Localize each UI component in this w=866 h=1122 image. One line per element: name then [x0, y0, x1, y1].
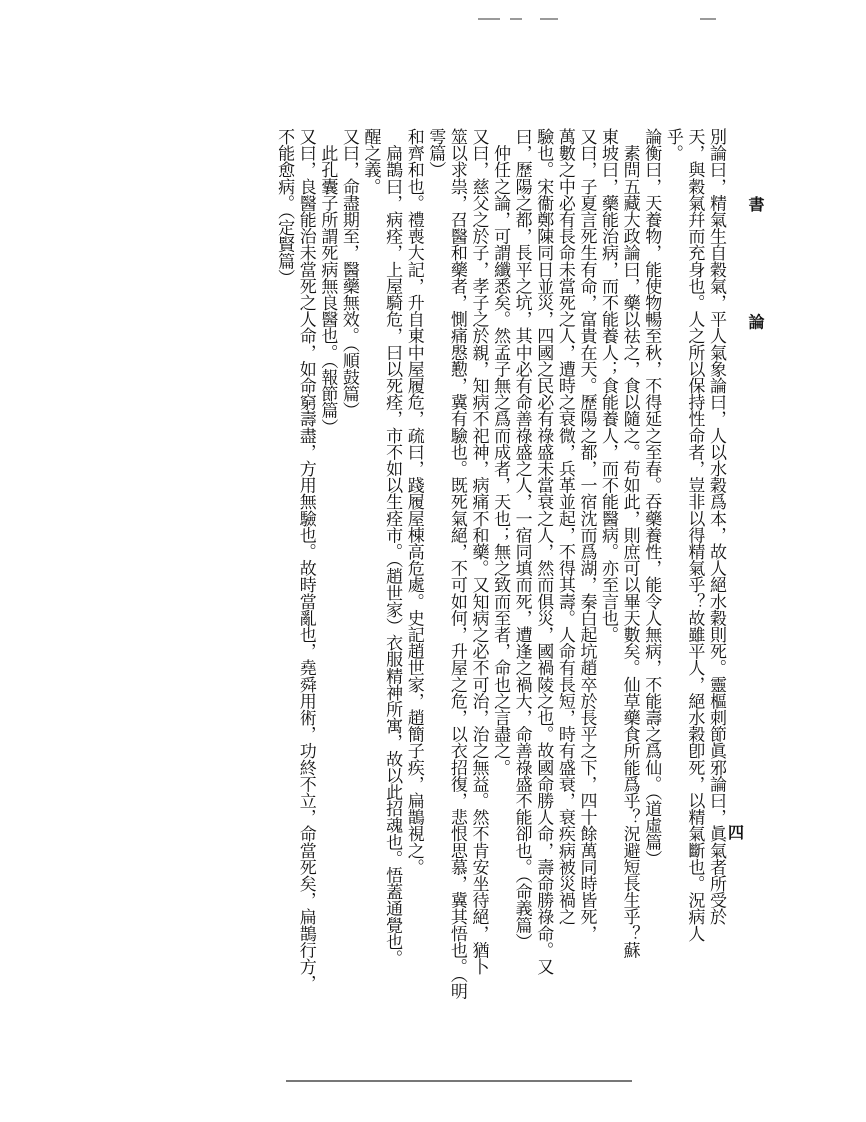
- scan-mark: [700, 18, 716, 20]
- text-column: 雩篇）: [425, 128, 446, 178]
- text-column: 和齊和也。禮喪大記，升自東中屋履危，疏曰，踐履屋棟高危處。史記趙世家，趙簡子疾，扁鵲視之。: [403, 128, 424, 876]
- text-column: 乎。: [662, 128, 683, 162]
- page-number: 四: [728, 823, 745, 842]
- text-column: 又曰，慈父之於子，孝子之於親，知病不祀神，病痛不和藥。又知病之必不可治，治之無益。然不肯安坐待絕，猶卜: [468, 128, 489, 975]
- text-column: 又曰，命盡期至，醫藥無效。（順鼓篇）: [338, 128, 359, 419]
- text-column: 醒之義。: [360, 128, 381, 195]
- text-column: 別論曰，精氣生自穀氣，平人氣象論曰，人以水穀爲本，故人絕水穀則死。靈樞刺節眞邪論曰，眞氣者所受於: [706, 128, 726, 925]
- text-column: 仲任之論，可謂纖悉矣。然孟子無之爲而成者，天也；無之致而至者，命也之言盡之。: [490, 128, 511, 776]
- vertical-text-body: [273, 128, 726, 1038]
- text-column: 萬數之中必有長命未當死之人，遭時之衰微，兵革並起，不得其壽。人命有長短，時有盛衰，衰疾病被災禍之: [554, 128, 575, 925]
- text-column: 又曰，子夏言死生有命，富貴在天。歷陽之都，一宿沈而爲湖，秦白起坑趙卒於長平之下，四十餘萬同時皆死，: [576, 128, 597, 942]
- text-column: 素問五藏大政論曰，藥以祛之，食以隨之。苟如此，則庶可以畢天數矣。仙草藥食所能爲乎？況避短長生乎？蘇: [619, 128, 640, 959]
- scan-mark: [478, 18, 500, 20]
- text-column: 此孔囊子所謂死病無良醫也。（報節篇）: [317, 128, 338, 435]
- scan-mark: [540, 18, 558, 20]
- text-column: 又曰，良醫能治未當死之人命，如命窮壽盡，方用無驗也。故時當亂也，堯舜用術，功終不立，命當死矣，扁鵲行方，: [295, 128, 316, 992]
- text-column: 曰，歷陽之都，長平之坑，其中必有命善祿盛之人，一宿同填而死，遭逢之禍大，命善祿盛不能卻也。（命義篇）: [511, 128, 532, 950]
- text-column: 驗也。宋衞鄭陳同日並災，四國之民必有祿盛未當衰之人，然而俱災，國禍陵之也。故國命勝人命，壽命勝祿命。又: [533, 128, 554, 975]
- bottom-rule: [286, 1080, 632, 1082]
- text-column: 筮以求祟，召醫和藥者，惻痛慇懃，冀有驗也。既死氣絕，不可如何，升屋之危，以衣招復，悲恨思慕，冀其悟也。（明: [446, 128, 467, 1000]
- text-column: 扁鵲曰，病痊，上屋騎危，曰以死痊，市不如以生痊市。（趙世家）衣服精神所寓，故以此招魂也。悟蓋通覺也。: [382, 128, 403, 967]
- text-column: 天，與穀氣幷而充身也。人之所以保持性命者，豈非以得精氣乎？故雖平人，絕水穀卽死，以精氣斷也。況病人: [684, 128, 705, 942]
- text-column: 東坡曰，藥能治病，而不能養人；食能養人，而不能醫病。亦至言也。: [598, 128, 619, 643]
- scan-mark: [510, 18, 522, 20]
- page-header-title: 書 論: [746, 196, 765, 378]
- text-column: 不能愈病。（定賢篇）: [274, 128, 295, 286]
- text-column: 論衡曰，天養物，能使物暢至秋，不得延之至春。吞藥養性，能令人無病，不能壽之爲仙。（道虛篇）: [641, 128, 662, 867]
